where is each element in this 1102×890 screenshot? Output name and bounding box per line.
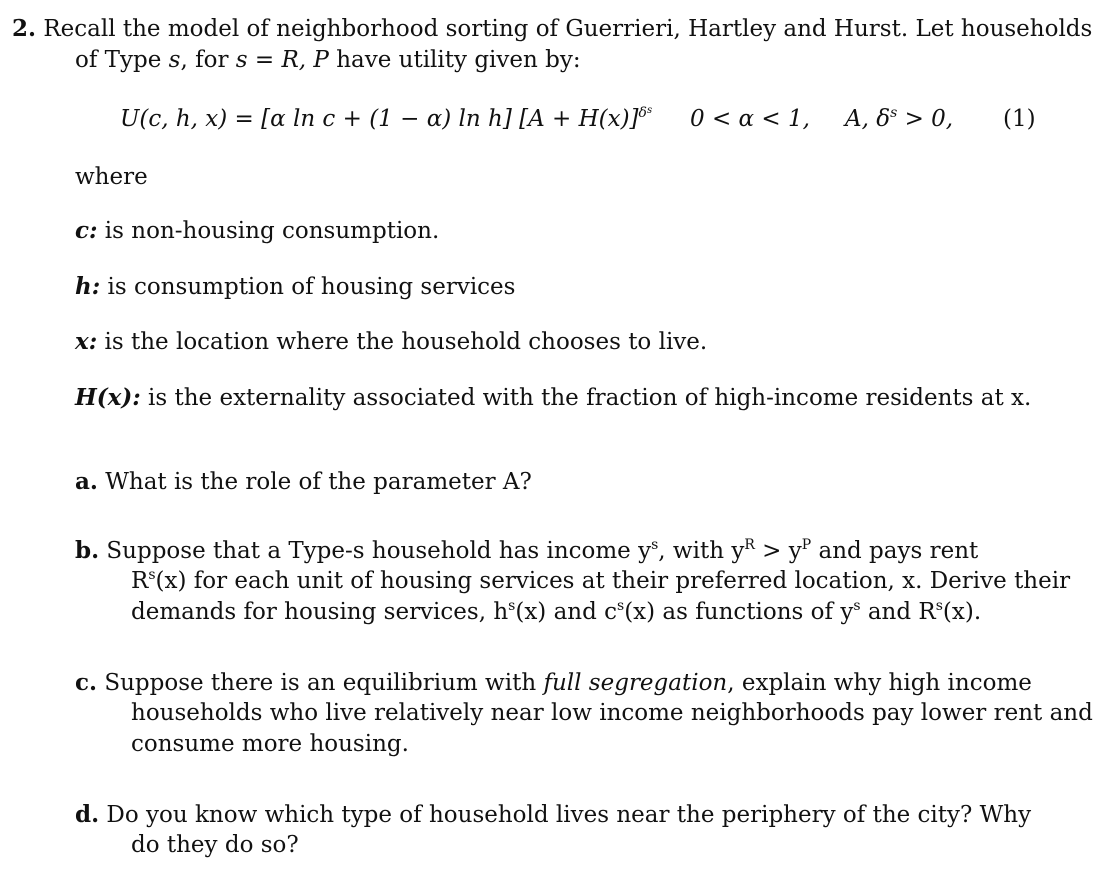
equation-rhs: [α ln c + (1 − α) ln h] [A + H(x)]: [261, 106, 639, 132]
question-b-text-3b: (x) and c: [515, 599, 618, 625]
question-c-text-1: Suppose there is an equilibrium with: [104, 670, 544, 696]
question-b-line3: [131, 597, 981, 628]
where-label: where: [75, 164, 148, 190]
var-s-eq: s = R, P: [235, 47, 329, 73]
definition-c: [75, 215, 439, 247]
intro-text-2c: have utility given by:: [328, 47, 581, 73]
question-b-text-1b: , with y: [658, 538, 745, 564]
equation-exponent: δ: [638, 105, 647, 121]
condition-delta-text: A, δ: [845, 106, 891, 132]
var-s: s: [168, 47, 181, 73]
problem-number: 2.: [12, 15, 37, 42]
definition-term: c:: [75, 217, 98, 244]
condition-alpha: 0 < α < 1,: [690, 106, 810, 132]
sup: R: [744, 537, 755, 553]
question-b-text-1d: and pays rent: [811, 538, 979, 564]
question-b-text-2: R: [131, 568, 149, 594]
question-text: What is the role of the parameter A?: [105, 469, 532, 495]
sup: s: [148, 567, 156, 583]
question-c-emphasis: full segregation: [543, 670, 728, 696]
sup: s: [508, 598, 516, 614]
question-b-text-3d: and R: [860, 599, 936, 625]
question-c-line1: [75, 667, 1032, 699]
intro-text-2a: of Type: [75, 47, 169, 73]
question-b-text-2b: (x) for each unit of housing services at their preferred location, x. Derive their: [155, 568, 1071, 594]
question-label: d.: [75, 801, 100, 828]
question-label: b.: [75, 537, 100, 564]
question-label: a.: [75, 468, 98, 495]
sup: s: [617, 598, 625, 614]
question-c-text-1b: , explain why high income: [727, 670, 1032, 696]
question-d-line2: do they do so?: [131, 832, 299, 858]
question-c-line2: households who live relatively near low income neighborhoods pay lower rent and: [131, 700, 1093, 726]
sup: s: [651, 537, 659, 553]
condition-delta: [845, 104, 953, 135]
question-d-line1: [75, 799, 1031, 831]
equation-exponent-sup: s: [646, 105, 653, 116]
sup: s: [935, 598, 943, 614]
question-b-line1: [75, 535, 978, 567]
question-d-text-1: Do you know which type of household lives near the periphery of the city? Why: [106, 802, 1032, 828]
definition-Hx: [75, 382, 1031, 414]
intro-text-1: Recall the model of neighborhood sorting of Guerrieri, Hartley and Hurst. Let households: [43, 16, 1093, 42]
condition-delta-sup: s: [890, 105, 898, 121]
definition-term: h:: [75, 273, 101, 300]
definition-text: is non-housing consumption.: [97, 218, 440, 244]
question-b-text-1c: > y: [754, 538, 802, 564]
definition-term: H(x):: [75, 384, 141, 411]
definition-text: is consumption of housing services: [100, 274, 516, 300]
question-b-text-1: Suppose that a Type-s household has income y: [106, 538, 652, 564]
problem-intro-line1: [12, 13, 1092, 45]
question-label: c.: [75, 669, 98, 696]
question-c-line3: consume more housing.: [131, 731, 409, 757]
problem-intro-line2: [75, 45, 581, 76]
question-b-text-3e: (x).: [942, 599, 982, 625]
condition-delta-tail: > 0,: [897, 106, 954, 132]
definition-text: is the externality associated with the fraction of high-income residents at x.: [140, 385, 1032, 411]
intro-text-2b: , for: [180, 47, 236, 73]
definition-text: is the location where the household chooses to live.: [97, 329, 708, 355]
question-b-line2: [131, 566, 1070, 597]
question-b-text-3c: (x) as functions of y: [624, 599, 854, 625]
equation-number: (1): [1003, 106, 1036, 132]
utility-equation: [120, 104, 652, 135]
question-b-text-3: demands for housing services, h: [131, 599, 509, 625]
sup: s: [853, 598, 861, 614]
definition-term: x:: [75, 328, 98, 355]
definition-x: [75, 326, 707, 358]
equation-lhs: U(c, h, x) =: [120, 106, 262, 132]
definition-h: [75, 271, 515, 303]
question-a: [75, 466, 532, 498]
sup: P: [801, 537, 812, 553]
